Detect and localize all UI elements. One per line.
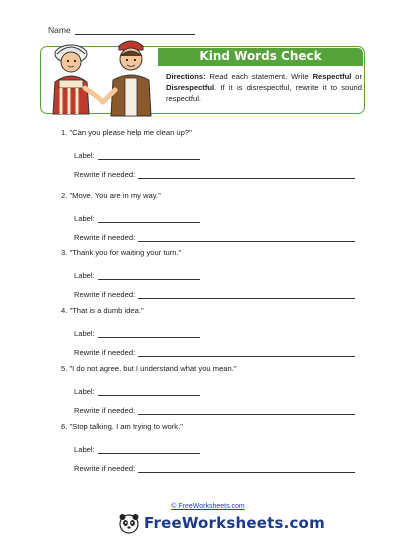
question-statement <box>61 248 181 257</box>
question-text: "Move. You are in my way." <box>69 191 161 200</box>
rewrite-prompt: Rewrite if needed: <box>74 348 136 357</box>
directions-part3: . If it is disrespectful, rewrite it to sound respectful. <box>166 83 362 103</box>
label-prompt: Label: <box>74 271 95 280</box>
title-bar <box>158 48 363 66</box>
panda-icon <box>118 512 140 534</box>
label-row <box>74 387 200 396</box>
question-text: "I do not agree, but I understand what you mean." <box>69 364 237 373</box>
question-number: 2. <box>61 191 68 200</box>
rewrite-answer-line[interactable] <box>138 349 355 357</box>
rewrite-row <box>74 170 355 179</box>
rewrite-prompt: Rewrite if needed: <box>74 464 136 473</box>
label-prompt: Label: <box>74 214 95 223</box>
footer-logo[interactable] <box>118 511 325 535</box>
rewrite-prompt: Rewrite if needed: <box>74 290 136 299</box>
question-statement <box>61 364 237 373</box>
label-row <box>74 329 200 338</box>
rewrite-row <box>74 406 355 415</box>
question-number: 4. <box>61 306 68 315</box>
label-row <box>74 271 200 280</box>
question-text: "That is a dumb idea." <box>69 306 144 315</box>
rewrite-answer-line[interactable] <box>138 234 355 242</box>
label-answer-line[interactable] <box>98 388 200 396</box>
rewrite-row <box>74 348 355 357</box>
footer-copyright-link[interactable]: © FreeWorksheets.com <box>171 503 245 510</box>
rewrite-prompt: Rewrite if needed: <box>74 170 136 179</box>
label-row <box>74 151 200 160</box>
label-row <box>74 214 200 223</box>
rewrite-answer-line[interactable] <box>138 171 355 179</box>
directions-part1: Read each statement. Write <box>205 72 313 81</box>
directions-lead: Directions: <box>166 72 206 81</box>
label-prompt: Label: <box>74 151 95 160</box>
label-prompt: Label: <box>74 387 95 396</box>
question-number: 6. <box>61 422 68 431</box>
rewrite-row <box>74 233 355 242</box>
label-row <box>74 445 200 454</box>
label-answer-line[interactable] <box>98 330 200 338</box>
label-answer-line[interactable] <box>98 446 200 454</box>
rewrite-row <box>74 464 355 473</box>
question-text: "Thank you for waiting your turn." <box>69 248 182 257</box>
question-number: 3. <box>61 248 68 257</box>
label-answer-line[interactable] <box>98 215 200 223</box>
directions-part2: or <box>351 72 362 81</box>
kids-handshake-illustration <box>45 32 155 126</box>
worksheet-title: Kind Words Check <box>199 49 322 63</box>
rewrite-row <box>74 290 355 299</box>
name-label: Name <box>48 25 71 35</box>
label-prompt: Label: <box>74 329 95 338</box>
left-kid-icon <box>53 45 103 114</box>
rewrite-prompt: Rewrite if needed: <box>74 233 136 242</box>
question-number: 1. <box>61 128 68 137</box>
rewrite-answer-line[interactable] <box>138 465 355 473</box>
question-text: "Can you please help me clean up?" <box>69 128 192 137</box>
right-kid-icon <box>103 41 151 116</box>
question-text: "Stop talking. I am trying to work." <box>69 422 183 431</box>
rewrite-answer-line[interactable] <box>138 291 355 299</box>
keyword-disrespectful: Disrespectful <box>166 83 215 92</box>
label-answer-line[interactable] <box>98 152 200 160</box>
question-statement <box>61 422 183 431</box>
rewrite-prompt: Rewrite if needed: <box>74 406 136 415</box>
question-statement <box>61 128 192 137</box>
keyword-respectful: Respectful <box>312 72 352 81</box>
question-statement <box>61 191 161 200</box>
rewrite-answer-line[interactable] <box>138 407 355 415</box>
question-number: 5. <box>61 364 68 373</box>
directions-text <box>166 71 362 104</box>
question-statement <box>61 306 144 315</box>
label-prompt: Label: <box>74 445 95 454</box>
logo-wordmark: FreeWorksheets.com <box>144 514 325 532</box>
label-answer-line[interactable] <box>98 272 200 280</box>
